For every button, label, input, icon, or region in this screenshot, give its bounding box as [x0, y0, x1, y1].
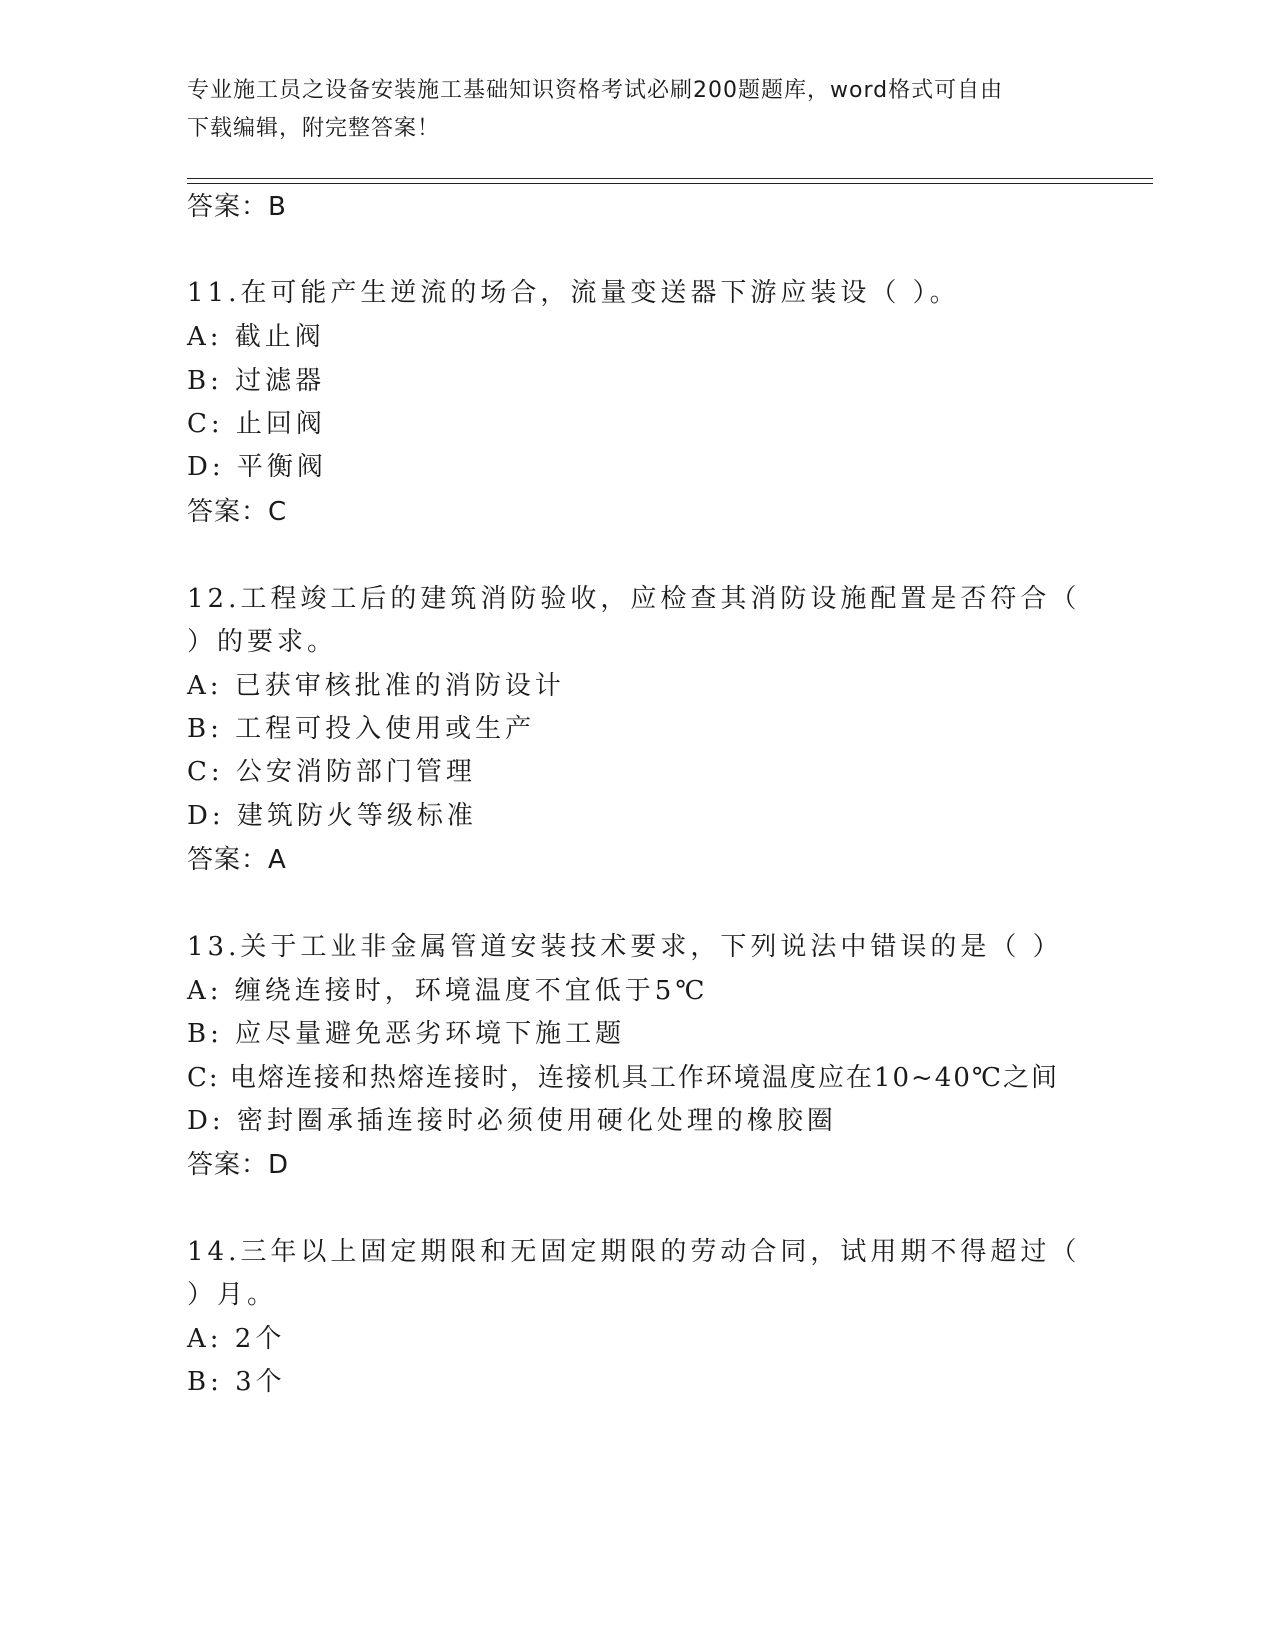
question-11-option-a: A: 截止阀 — [187, 322, 325, 352]
question-12-answer: 答案：A — [187, 845, 287, 875]
question-12-option-d: D: 建筑防火等级标准 — [187, 801, 477, 831]
question-13: 13.关于工业非金属管道安装技术要求，下列说法中错误的是（ ） — [187, 932, 1063, 962]
question-11-option-c: C: 止回阀 — [187, 409, 326, 439]
document-header — [187, 72, 1087, 148]
question-13-option-d: D: 密封圈承插连接时必须使用硬化处理的橡胶圈 — [187, 1106, 837, 1136]
question-13-option-c: C: 电熔连接和热熔连接时，连接机具工作环境温度应在10~40℃之间 — [187, 1063, 1059, 1093]
question-11: 11.在可能产生逆流的场合，流量变送器下游应装设（ ）。 — [187, 278, 960, 308]
header-divider-top — [187, 178, 1153, 179]
question-12-line-2: ）的要求。 — [187, 627, 338, 657]
question-14-line-2: ）月。 — [187, 1280, 278, 1310]
question-13-option-a: A: 缠绕连接时，环境温度不宜低于5℃ — [187, 976, 709, 1006]
question-14-option-a: A: 2个 — [187, 1324, 286, 1354]
question-11-answer: 答案：C — [187, 497, 288, 527]
question-14-option-b: B: 3个 — [187, 1367, 286, 1397]
question-11-option-d: D: 平衡阀 — [187, 452, 327, 482]
answer-previous: 答案：B — [187, 192, 287, 222]
question-12-option-b: B: 工程可投入使用或生产 — [187, 714, 536, 744]
header-title-line-1: 专业施工员之设备安装施工基础知识资格考试必刷200题题库，word格式可自由 — [187, 78, 1004, 103]
question-12-line-1: 12.工程竣工后的建筑消防验收，应检查其消防设施配置是否符合（ — [187, 584, 1081, 614]
header-divider-bottom — [187, 183, 1153, 184]
question-13-option-b: B: 应尽量避免恶劣环境下施工题 — [187, 1019, 626, 1049]
header-title-line-2: 下载编辑，附完整答案！ — [187, 116, 441, 141]
question-12-option-c: C: 公安消防部门管理 — [187, 757, 476, 787]
question-14-line-1: 14.三年以上固定期限和无固定期限的劳动合同，试用期不得超过（ — [187, 1237, 1081, 1267]
question-11-option-b: B: 过滤器 — [187, 366, 326, 396]
question-13-answer: 答案：D — [187, 1150, 290, 1180]
question-12-option-a: A: 已获审核批准的消防设计 — [187, 671, 565, 701]
